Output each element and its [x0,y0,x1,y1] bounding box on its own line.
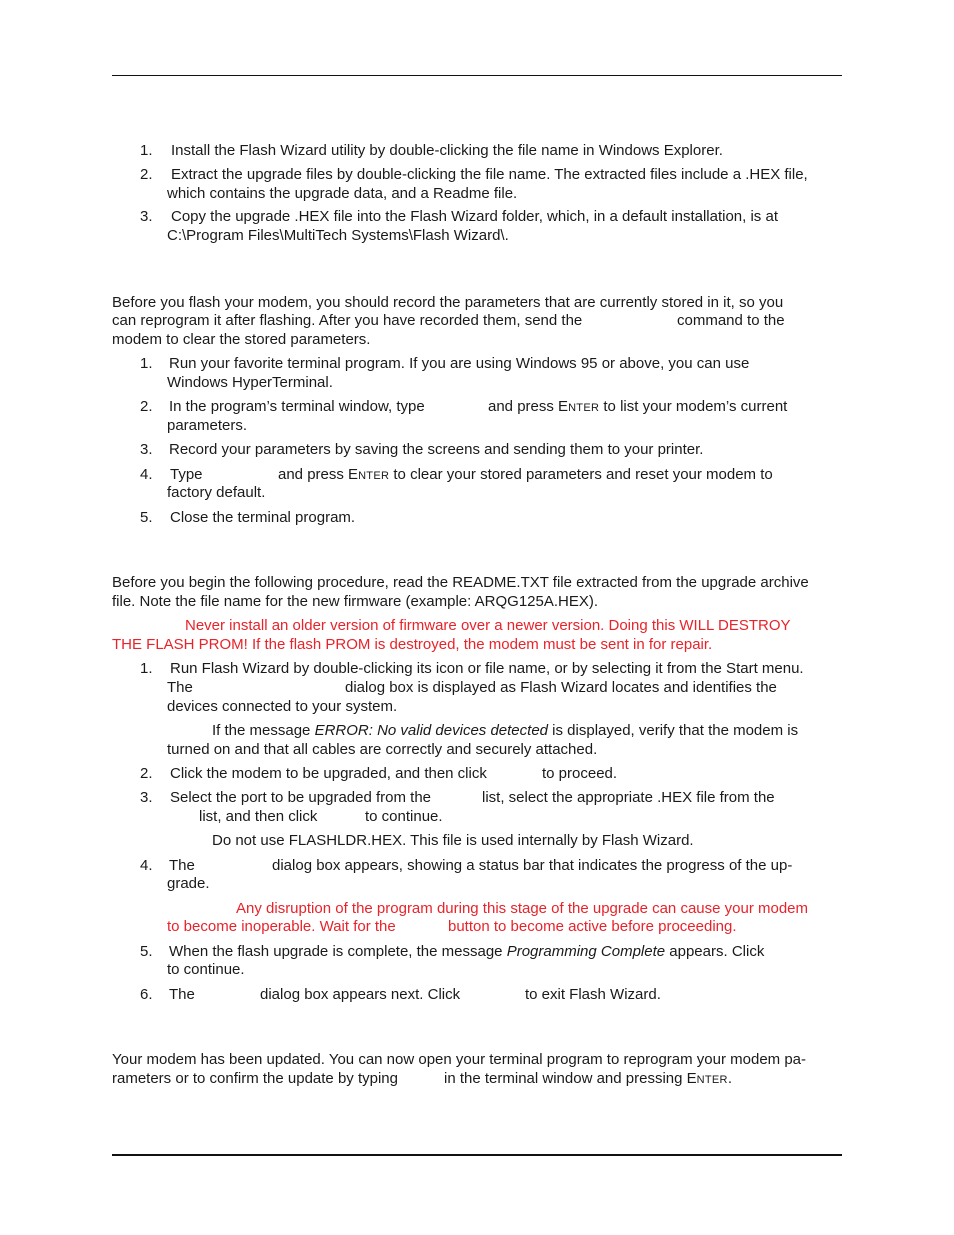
paragraph-text: file. Note the file name for the new firmware (example: ARQG125A.HEX). [112,593,599,610]
error-message-text: ERROR: No valid devices detected [314,722,548,739]
text-fragment: appears. Click [669,943,765,960]
text-fragment: is displayed, verify that the modem is [552,722,799,739]
caution-text: button to become active before proceeding. [448,918,737,935]
list-item-text: list, select the appropriate .HEX file from the [482,789,775,806]
list-number: 2. [140,765,153,782]
list-number: 3. [140,789,153,806]
warning-text: Never install an older version of firmware over a newer version. Doing this WILL DESTROY [185,617,791,634]
list-item-text [169,943,764,961]
list-number: 2. [140,398,153,415]
enter-key-smallcaps: NTER [696,1074,728,1086]
text-fragment: and press [488,398,554,415]
list-item-text: Install the Flash Wizard utility by double-clicking the file name in Windows Explorer. [171,142,723,159]
text-fragment: and press [278,466,344,483]
list-item-text: Click the modem to be upgraded, and then click [170,765,487,782]
list-item-text: factory default. [167,484,266,501]
list-item-text: The [169,857,195,874]
note-text: Do not use FLASHLDR.HEX. This file is used internally by Flash Wizard. [212,832,694,849]
list-item-text: Run Flash Wizard by double-clicking its icon or file name, or by selecting it from the Start menu. [170,660,804,677]
list-item-text: Run your favorite terminal program. If you are using Windows 95 or above, you can use [169,355,750,372]
paragraph-text [444,1070,732,1089]
list-item-text: The [169,986,195,1003]
paragraph-text: rameters or to confirm the update by typing [112,1070,398,1087]
caution-text: Any disruption of the program during this stage of the upgrade can cause your modem [236,900,808,917]
list-item-text: list, and then click [199,808,318,825]
enter-key-initial: E [558,398,569,415]
list-number: 3. [140,441,153,458]
note-text [212,722,798,740]
text-fragment: . [727,1070,732,1087]
list-item-text: Select the port to be upgraded from the [170,789,431,806]
list-item-text: parameters. [167,417,248,434]
list-item-text: to continue. [167,961,245,978]
list-item-text: Windows HyperTerminal. [167,374,333,391]
list-item-text: C:\Program Files\MultiTech Systems\Flash Wizard\. [167,227,509,244]
list-number: 6. [140,986,153,1003]
paragraph-text: modem to clear the stored parameters. [112,331,371,348]
caution-text: to become inoperable. Wait for the [167,918,396,935]
list-item-text: Close the terminal program. [170,509,356,526]
note-text: turned on and that all cables are correctly and securely attached. [167,741,598,758]
paragraph-text: Before you flash your modem, you should record the parameters that are currently stored in it, so you [112,294,784,311]
list-item-text: devices connected to your system. [167,698,398,715]
warning-text: THE FLASH PROM! If the flash PROM is destroyed, the modem must be sent in for repair. [112,636,713,653]
list-item-text: Copy the upgrade .HEX file into the Flash Wizard folder, which, in a default installation, is at [171,208,778,225]
list-item-text: In the program’s terminal window, type [169,398,425,415]
list-item-text: Type [170,466,203,483]
list-number: 1. [140,660,153,677]
paragraph-text: Before you begin the following procedure, read the README.TXT file extracted from the upgrade archive [112,574,809,591]
status-message-text: Programming Complete [506,943,666,960]
list-number: 4. [140,466,153,483]
text-fragment: When the flash upgrade is complete, the message [169,943,503,960]
enter-key-initial: E [686,1070,697,1087]
list-item-text: dialog box is displayed as Flash Wizard locates and identifies the [345,679,777,696]
paragraph-text: can reprogram it after flashing. After you have recorded them, send the [112,312,583,329]
paragraph-text: command to the [677,312,785,329]
text-fragment: to list your modem’s current [603,398,788,415]
text-fragment: to clear your stored parameters and reset your modem to [393,466,773,483]
enter-key-initial: E [348,466,359,483]
list-number: 3. [140,208,153,225]
list-item-text: to proceed. [542,765,618,782]
enter-key-smallcaps: NTER [568,402,600,414]
list-item-text: dialog box appears next. Click [260,986,461,1003]
list-number: 1. [140,142,153,159]
list-item-text: which contains the upgrade data, and a Readme file. [167,185,518,202]
footer-rule [112,1154,842,1156]
list-item-text: Extract the upgrade files by double-clicking the file name. The extracted files include a .HEX file, [171,166,808,183]
list-number: 4. [140,857,153,874]
enter-key-smallcaps: NTER [358,470,390,482]
list-number: 5. [140,943,153,960]
list-number: 2. [140,166,153,183]
list-item-text: dialog box appears, showing a status bar that indicates the progress of the up- [272,857,793,874]
paragraph-text: Your modem has been updated. You can now open your terminal program to reprogram your modem pa- [112,1051,807,1068]
list-number: 1. [140,355,153,372]
text-fragment: If the message [212,722,311,739]
list-number: 5. [140,509,153,526]
list-item-text: The [167,679,193,696]
header-rule [112,75,842,76]
list-item-text: Record your parameters by saving the screens and sending them to your printer. [169,441,704,458]
list-item-text: to exit Flash Wizard. [525,986,661,1003]
list-item-text [278,466,773,485]
list-item-text: grade. [167,875,210,892]
text-fragment: in the terminal window and pressing [444,1070,683,1087]
list-item-text [488,398,787,417]
list-item-text: to continue. [365,808,443,825]
